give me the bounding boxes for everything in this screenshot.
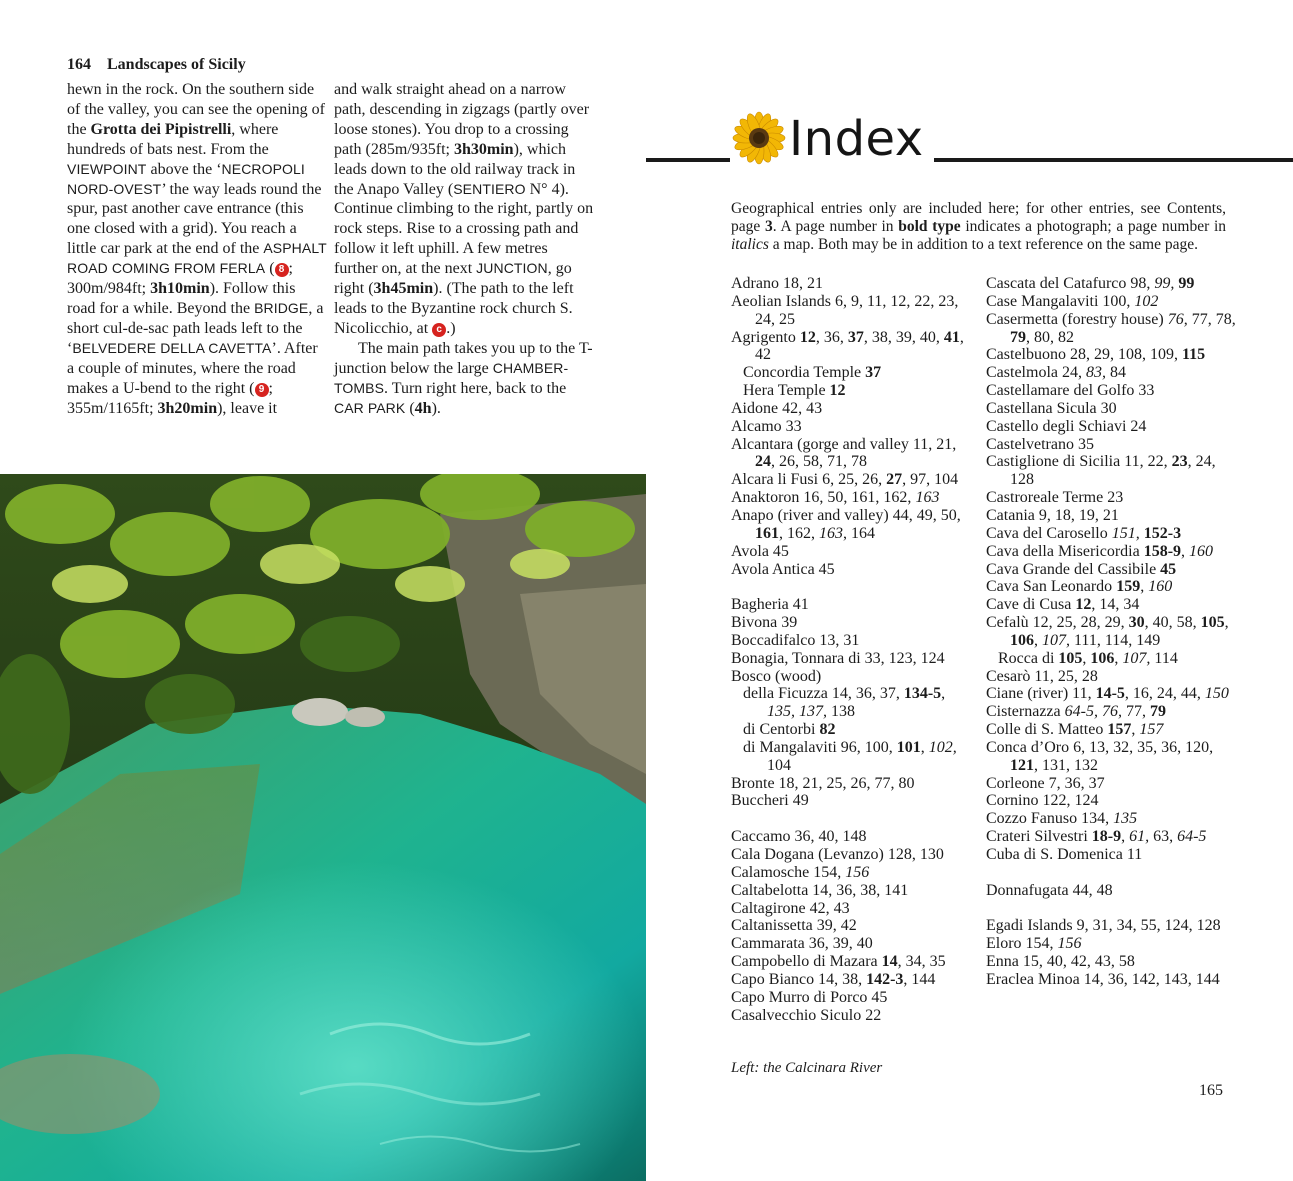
text-run: , where hundreds of bats nest. From the: [67, 120, 279, 158]
index-entry: [986, 525, 1236, 543]
bold-text: 3h20min: [157, 399, 218, 417]
index-entry: [986, 971, 1236, 989]
index-entry: [731, 989, 976, 1007]
text-run: Caccamo 36, 40, 148: [731, 828, 867, 846]
text-run: Egadi Islands 9, 31, 34, 55, 124, 128: [986, 917, 1221, 935]
italic-text: italics: [731, 236, 769, 254]
index-entry: [731, 329, 976, 365]
route-landmark: CAR PARK: [334, 399, 406, 416]
river-photograph: [0, 474, 646, 1181]
index-entry: [986, 953, 1236, 971]
map-waypoint-badge: 8: [275, 263, 289, 277]
index-entry: [986, 507, 1236, 525]
text-run: Casermetta (forestry house): [986, 310, 1168, 328]
route-landmark: VIEWPOINT: [67, 160, 147, 177]
index-entry: [731, 882, 976, 900]
bold-text: 82: [819, 721, 836, 739]
index-subentry: [986, 650, 1236, 668]
index-entry: [731, 400, 976, 418]
text-run: Geographical entries only are included here; for other entries, see Contents, page: [731, 200, 1226, 236]
text-run: . Turn right here, back to the: [384, 379, 567, 397]
text-run: Castiglione di Sicilia 11, 22,: [986, 453, 1172, 471]
text-run: Boccadifalco 13, 31: [731, 631, 860, 649]
italic-text: 163: [819, 524, 843, 542]
text-run: , 14, 34: [1091, 596, 1140, 614]
route-landmark: CHAMBER-TOMBS: [334, 359, 569, 396]
text-run: . A page number in: [772, 218, 899, 236]
index-entry: [731, 436, 976, 472]
text-run: 138: [827, 703, 855, 721]
index-entry: [986, 453, 1236, 489]
text-run: 104: [767, 756, 791, 774]
text-run: Corleone 7, 36, 37: [986, 774, 1105, 792]
text-run: Cefalù 12, 25, 28, 29,: [986, 614, 1129, 632]
italic-text: 61,: [1129, 828, 1150, 846]
bold-text: 12: [799, 328, 816, 346]
index-title-block: [646, 105, 1293, 185]
text-run: , 162,: [779, 524, 819, 542]
text-run: The main path takes you up to the T-junction below the large: [334, 339, 593, 377]
index-subentry: [731, 685, 976, 721]
text-run: Cesarò 11, 25, 28: [986, 667, 1098, 685]
text-run: Anapo (river and valley) 44, 49, 50,: [731, 506, 961, 524]
text-run: , 40, 58,: [1144, 614, 1201, 632]
text-run: Agrigento: [731, 328, 800, 346]
index-entry: [731, 1007, 976, 1025]
index-entry: [986, 364, 1236, 382]
italic-text: 102: [1134, 292, 1159, 310]
running-head: [67, 56, 246, 74]
text-run: Aeolian Islands 6, 9, 11, 12, 22, 23, 24, 25: [731, 292, 959, 328]
index-heading: Index: [789, 111, 924, 167]
bold-text: 41: [943, 328, 960, 346]
route-landmark: JUNCTION: [476, 260, 548, 277]
text-run: hewn in the rock. On the southern side of the valley, you can see the opening of the: [67, 81, 325, 138]
map-waypoint-badge: 9: [255, 383, 269, 397]
text-run: 84: [1105, 364, 1126, 382]
index-entry: [731, 846, 976, 864]
italic-text: 151,: [1111, 524, 1140, 542]
italic-text: 135: [1113, 810, 1138, 828]
index-entry: [986, 311, 1236, 347]
text-run: ), which leads down to the old railway track in the Anapo Valley (: [334, 140, 576, 198]
text-run: (: [405, 399, 415, 417]
text-run: a map. Both may be in addition to a text reference on the same page.: [768, 236, 1199, 254]
text-run: Cava Grande del Cassibile: [986, 560, 1161, 578]
text-run: , 131, 132: [1034, 756, 1098, 774]
italic-text: 163: [915, 489, 940, 507]
route-landmark: BELVEDERE DELLA CAVETTA: [72, 339, 272, 356]
route-landmark: BRIDGE: [254, 299, 309, 316]
walk-paragraph: [334, 80, 594, 339]
text-run: 77,: [1121, 703, 1150, 721]
text-run: Caltanissetta 39, 42: [731, 917, 857, 935]
text-run: ,: [1114, 649, 1123, 667]
index-letter-gap: [731, 578, 976, 596]
bold-text: 79: [1149, 703, 1166, 721]
text-run: ; 355m/1165ft;: [67, 379, 273, 417]
index-entry: [986, 418, 1236, 436]
index-entry: [731, 489, 976, 507]
text-run: ; 300m/984ft;: [67, 260, 293, 298]
italic-text: 99,: [1154, 275, 1175, 292]
index-entry: [986, 436, 1236, 454]
text-run: Catania 9, 18, 19, 21: [986, 506, 1119, 524]
italic-text: 150: [1204, 685, 1229, 703]
text-run: Ciane (river) 11,: [986, 685, 1096, 703]
italic-text: 107,: [1122, 649, 1151, 667]
text-run: Concordia Temple: [743, 364, 866, 382]
bold-text: 30: [1128, 614, 1145, 632]
text-run: di Mangalaviti 96, 100,: [743, 738, 897, 756]
text-run: ).: [431, 399, 441, 417]
bold-text: 121: [1010, 756, 1034, 774]
bold-text: 161: [755, 524, 779, 542]
text-run: Buccheri 49: [731, 792, 809, 810]
index-entry: [986, 721, 1236, 739]
text-run: Cave di Cusa: [986, 596, 1076, 614]
text-run: Case Mangalaviti 100,: [986, 292, 1135, 310]
index-entry: [986, 614, 1236, 650]
italic-text: 76,: [1167, 310, 1188, 328]
text-run: ,: [1082, 649, 1091, 667]
walk-paragraph: [334, 339, 594, 419]
text-run: Castelmola 24,: [986, 364, 1086, 382]
text-run: Cornino 122, 124: [986, 792, 1099, 810]
text-run: Cisternazza: [986, 703, 1065, 721]
index-entry: [986, 882, 1236, 900]
bold-text: 106: [1090, 649, 1115, 667]
text-run: , 38, 39, 40,: [863, 328, 944, 346]
index-intro-text: [731, 200, 1226, 254]
text-run: , 36,: [815, 328, 848, 346]
text-run: above the ‘: [146, 160, 222, 178]
text-run: (: [265, 260, 275, 278]
text-run: Colle di S. Matteo: [986, 721, 1108, 739]
bold-text: 3h30min: [453, 140, 514, 158]
index-entry: [986, 578, 1236, 596]
text-run: , 80, 82: [1026, 328, 1074, 346]
text-run: ). (The path to the left leads to the Byzantine rock church S. Nicolicchio, at: [334, 280, 574, 337]
text-run: Crateri Silvestri: [986, 828, 1092, 846]
italic-text: 156: [1057, 935, 1082, 953]
text-run: Bosco (wood): [731, 667, 822, 685]
text-run: Cammarata 36, 39, 40: [731, 935, 873, 953]
bold-text: 12: [1075, 596, 1092, 614]
bold-text: 3h10min: [150, 280, 210, 298]
text-run: 111, 114, 149: [1070, 631, 1161, 649]
text-run: ,: [1131, 721, 1140, 739]
bold-text: 105: [1058, 649, 1083, 667]
italic-text: 64-5: [1177, 828, 1207, 846]
text-run: ,: [920, 738, 929, 756]
title-rule-left: [646, 158, 730, 162]
bold-text: 105: [1200, 614, 1225, 632]
text-run: ), leave it: [217, 399, 278, 417]
index-column-1: [731, 275, 976, 1024]
italic-text: 102,: [928, 738, 957, 756]
text-run: Bronte 18, 21, 25, 26, 77, 80: [731, 774, 915, 792]
text-run: Castellamare del Golfo 33: [986, 382, 1155, 400]
text-run: Cascata del Catafurco 98,: [986, 275, 1155, 292]
text-run: 63,: [1149, 828, 1178, 846]
text-run: Campobello di Mazara: [731, 953, 882, 971]
bold-text: 152-3: [1143, 524, 1182, 542]
bold-text: 18-9: [1091, 828, 1122, 846]
italic-text: 160: [1189, 542, 1214, 560]
text-run: Aidone 42, 43: [731, 399, 823, 417]
index-entry: [986, 828, 1236, 846]
bold-text: 12: [829, 382, 846, 400]
index-entry: [731, 775, 976, 793]
index-entry: [986, 275, 1236, 293]
text-run: Caltagirone 42, 43: [731, 899, 850, 917]
text-run: ,: [1140, 578, 1149, 596]
italic-text: 135, 137,: [767, 703, 827, 721]
route-landmark: ASPHALT ROAD COMING FROM FERLA: [67, 240, 327, 277]
index-entry: [986, 775, 1236, 793]
text-run: ,: [1181, 542, 1190, 560]
text-run: , 26, 58, 71, 78: [771, 453, 867, 471]
index-entry: [986, 917, 1236, 935]
text-run: .): [446, 319, 456, 337]
photo-caption: Left: the Calcinara River: [731, 1060, 883, 1076]
italic-text: 83,: [1085, 364, 1106, 382]
bold-text: 159: [1116, 578, 1141, 596]
sunflower-icon: [732, 111, 786, 170]
bold-text: 79: [1010, 328, 1026, 346]
left-page-number: 164: [67, 56, 91, 73]
text-run: Bonagia, Tonnara di 33, 123, 124: [731, 649, 945, 667]
italic-text: 157: [1139, 721, 1164, 739]
bold-text: 14: [881, 953, 898, 971]
text-run: Alcamo 33: [731, 417, 802, 435]
bold-text: 3h45min: [373, 280, 434, 298]
text-run: ,: [1121, 828, 1130, 846]
book-title: Landscapes of Sicily: [107, 56, 246, 73]
text-run: Castroreale Terme 23: [986, 489, 1124, 507]
bold-text: 106: [1010, 631, 1034, 649]
index-entry: [986, 668, 1236, 686]
index-entry: [731, 543, 976, 561]
index-entry: [986, 935, 1236, 953]
text-run: ). Follow this road for a while. Beyond the: [67, 280, 296, 317]
text-run: di Centorbi: [743, 721, 820, 739]
bold-text: 4h: [414, 399, 432, 417]
text-run: , 97, 104: [902, 471, 959, 489]
text-run: Caltabelotta 14, 36, 38, 141: [731, 881, 909, 899]
text-run: N° 4). Continue climbing to the right, partly on rock steps. Rise to a crossing path and follow it left uphill. A few metres further on, at the next: [334, 180, 594, 278]
index-entry: [986, 596, 1236, 614]
text-run: , 42: [755, 328, 964, 364]
bold-text: 37: [847, 328, 864, 346]
text-run: , a short cul-de-sac path leads left to the ‘: [67, 299, 324, 357]
index-entry: [731, 507, 976, 543]
index-entry: [986, 346, 1236, 364]
text-run: Cava del Carosello: [986, 524, 1112, 542]
italic-text: 156: [845, 863, 870, 881]
index-entry: [731, 935, 976, 953]
index-entry: [986, 382, 1236, 400]
bold-text: 142-3: [866, 970, 904, 988]
text-run: Donnafugata 44, 48: [986, 881, 1113, 899]
text-run: Casalvecchio Siculo 22: [731, 1006, 882, 1024]
index-subentry: [731, 364, 976, 382]
text-run: 114: [1150, 649, 1178, 667]
text-run: Avola 45: [731, 542, 789, 560]
text-run: Rocca di: [998, 649, 1059, 667]
text-run: Conca d’Oro 6, 13, 32, 35, 36, 120,: [986, 738, 1214, 756]
text-run: Hera Temple: [743, 382, 830, 400]
text-run: Avola Antica 45: [731, 560, 835, 578]
index-letter-gap: [986, 900, 1236, 918]
index-entry: [986, 810, 1236, 828]
title-rule-right: [934, 158, 1293, 162]
text-run: , 34, 35: [897, 953, 946, 971]
text-run: 77, 78,: [1187, 310, 1236, 328]
index-letter-gap: [986, 864, 1236, 882]
index-entry: [731, 471, 976, 489]
index-subentry: [731, 721, 976, 739]
italic-text: 64-5, 76,: [1064, 703, 1122, 721]
index-entry: [986, 293, 1236, 311]
index-entry: [986, 561, 1236, 579]
text-run: Castello degli Schiavi 24: [986, 417, 1147, 435]
index-entry: [731, 632, 976, 650]
index-entry: [986, 703, 1236, 721]
text-run: , 16, 24, 44,: [1124, 685, 1205, 703]
index-entry: [731, 792, 976, 810]
index-entry: [731, 828, 976, 846]
text-run: indicates a photograph; a page number in: [960, 218, 1226, 236]
text-run: Eloro 154,: [986, 935, 1058, 953]
index-entry: [731, 418, 976, 436]
text-run: and walk straight ahead on a narrow path, descending in zigzags (partly over loose stones). You drop to a crossing path (285m/935ft;: [334, 81, 590, 158]
bold-text: 99: [1178, 275, 1195, 292]
bold-text: 27: [886, 471, 903, 489]
text-run: Cava della Misericordia: [986, 542, 1144, 560]
text-run: Cava San Leonardo: [986, 578, 1117, 596]
index-entry: [731, 668, 976, 686]
text-run: Eraclea Minoa 14, 36, 142, 143, 144: [986, 970, 1220, 988]
text-run: Bagheria 41: [731, 596, 809, 614]
bold-text: 134-5: [903, 685, 942, 703]
text-run: ’. After a couple of minutes, where the road makes a U-bend to the right (: [67, 339, 318, 397]
bold-text: 115: [1182, 346, 1206, 364]
index-column-2: [986, 275, 1236, 989]
text-run: Cala Dogana (Levanzo) 128, 130: [731, 846, 944, 863]
text-run: , 24, 128: [1010, 453, 1216, 489]
bold-text: 3: [764, 218, 773, 236]
index-entry: [731, 650, 976, 668]
text-run: Alcantara (gorge and valley 11, 21,: [731, 435, 957, 453]
text-run: Castellana Sicula 30: [986, 399, 1117, 417]
index-subentry: [731, 382, 976, 400]
index-entry: [731, 917, 976, 935]
text-run: ’ the way leads round the spur, past another cave entrance (this one closed with a grid). You reach a little car park at the end of the: [67, 180, 322, 258]
text-run: Capo Bianco 14, 38,: [731, 970, 867, 988]
text-run: ,: [1224, 614, 1229, 632]
walk-paragraph: [67, 80, 327, 418]
index-entry: [986, 543, 1236, 561]
text-run: Capo Murro di Porco 45: [731, 988, 888, 1006]
route-landmark: SENTIERO: [453, 180, 526, 197]
bold-text: 24: [755, 453, 771, 471]
index-entry: [731, 293, 976, 329]
text-run: , 144: [903, 970, 936, 988]
index-letter-gap: [731, 810, 976, 828]
text-run: ,: [941, 685, 946, 703]
walk-text-column-1: [67, 80, 327, 418]
bold-text: 158-9: [1143, 542, 1182, 560]
route-landmark: NECROPOLI NORD-OVEST: [67, 160, 305, 197]
index-entry: [731, 561, 976, 579]
bold-text: 45: [1160, 560, 1177, 578]
bold-text: 101: [896, 738, 921, 756]
index-entry: [986, 846, 1236, 864]
text-run: , go right (: [334, 260, 572, 298]
text-run: , 164: [843, 524, 875, 542]
index-entry: [986, 792, 1236, 810]
index-entry: [986, 685, 1236, 703]
italic-text: 107,: [1042, 631, 1070, 649]
text-run: Adrano 18, 21: [731, 275, 823, 292]
index-intro: [731, 200, 1226, 254]
bold-text: 157: [1107, 721, 1132, 739]
index-entry: [731, 900, 976, 918]
text-run: Bivona 39: [731, 614, 798, 632]
index-entry: [731, 971, 976, 989]
index-entry: [731, 953, 976, 971]
text-run: Castelbuono 28, 29, 108, 109,: [986, 346, 1182, 364]
bold-text: 14-5: [1095, 685, 1125, 703]
index-subentry: [731, 739, 976, 775]
bold-text: bold type: [898, 218, 961, 236]
right-page-number: 165: [1199, 1082, 1223, 1099]
walk-text-column-2: [334, 80, 594, 418]
map-waypoint-badge: c: [432, 323, 446, 337]
text-run: Calamosche 154,: [731, 863, 846, 881]
text-run: Alcara li Fusi 6, 25, 26,: [731, 471, 887, 489]
index-entry: [986, 739, 1236, 775]
italic-text: 160: [1148, 578, 1173, 596]
index-entry: [731, 275, 976, 293]
index-entry: [731, 864, 976, 882]
index-entry: [731, 596, 976, 614]
bold-text: 37: [865, 364, 882, 382]
text-run: Cuba di S. Domenica 11: [986, 846, 1143, 863]
bold-text: 23: [1171, 453, 1188, 471]
text-run: Castelvetrano 35: [986, 435, 1094, 453]
text-run: ,: [1034, 631, 1042, 649]
text-run: Anaktoron 16, 50, 161, 162,: [731, 489, 916, 507]
index-entry: [986, 489, 1236, 507]
text-run: Enna 15, 40, 42, 43, 58: [986, 953, 1135, 971]
bold-text: Grotta dei Pipistrelli: [90, 120, 232, 138]
text-run: della Ficuzza 14, 36, 37,: [743, 685, 904, 703]
text-run: Cozzo Fanuso 134,: [986, 810, 1114, 828]
index-entry: [986, 400, 1236, 418]
index-entry: [731, 614, 976, 632]
